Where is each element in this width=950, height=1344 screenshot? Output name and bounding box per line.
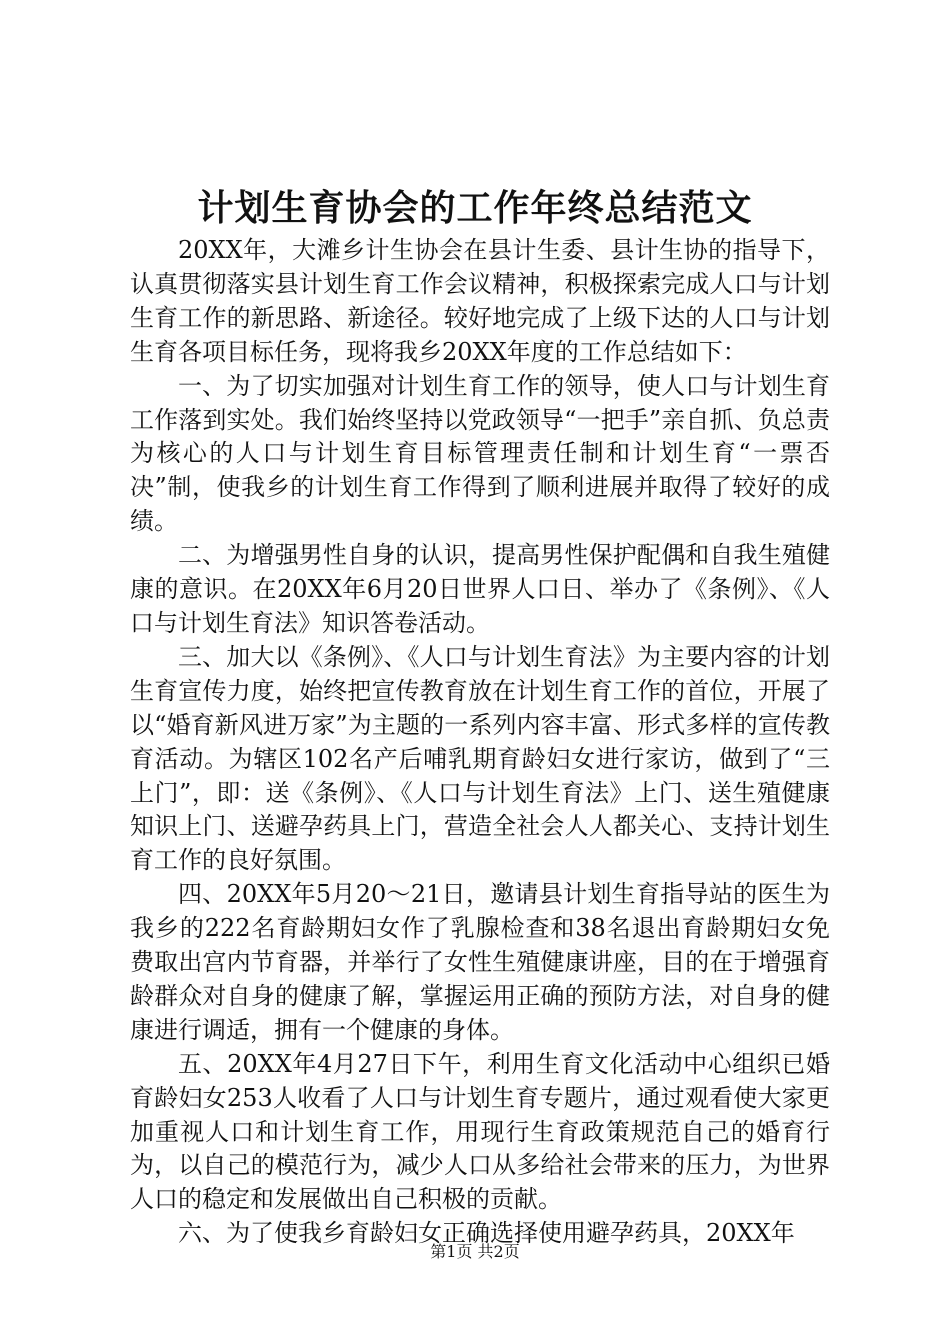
paragraph-3: 三、加大以《条例》、《人口与计划生育法》为主要内容的计划生育宣传力度，始终把宣传教育放在计划生育工作的首位，开展了以“婚育新风进万家”为主题的一系列内容丰富、形式多样的宣传教育活动。为辖区102名产后哺乳期育龄妇女进行家访，做到了“三上门”，即：送《条例》、《人口与计划生育法》上门、送生殖健康知识上门、送避孕药具上门，营造全社会人人都关心、支持计划生育工作的良好氛围。 [130,642,830,875]
paragraph-1: 一、为了切实加强对计划生育工作的领导，使人口与计划生育工作落到实处。我们始终坚持以党政领导“一把手”亲自抓、负总责为核心的人口与计划生育目标管理责任制和计划生育“一票否决”制，使我乡的计划生育工作得到了顺利进展并取得了较好的成绩。 [130,371,830,536]
paragraph-4: 四、20XX年5月20～21日，邀请县计划生育指导站的医生为我乡的222名育龄期妇女作了乳腺检查和38名退出育龄期妇女免费取出宫内节育器，并举行了女性生殖健康讲座，目的在于增强育龄群众对自身的健康了解，掌握运用正确的预防方法，对自身的健康进行调适，拥有一个健康的身体。 [130,880,830,1044]
paragraph-intro: 20XX年，大滩乡计生协会在县计生委、县计生协的指导下，认真贯彻落实县计划生育工作会议精神，积极探索完成人口与计划生育工作的新思路、新途径。较好地完成了上级下达的人口与计划生育各项目标任务，现将我乡20XX年度的工作总结如下： [130,236,830,366]
paragraph-5: 五、20XX年4月27日下午，利用生育文化活动中心组织已婚育龄妇女253人收看了人口与计划生育专题片，通过观看使大家更加重视人口和计划生育工作，用现行生育政策规范自己的婚育行为，以自己的模范行为，减少人口从多给社会带来的压力，为世界人口的稳定和发展做出自己积极的贡献。 [130,1049,830,1214]
paragraph-6: 六、为了使我乡育龄妇女正确选择使用避孕药具，20XX年 [178,1219,795,1248]
document-title: 计划生育协会的工作年终总结范文 [197,187,753,229]
document-body [130,234,830,1251]
paragraph-2: 二、为增强男性自身的认识，提高男性保护配偶和自我生殖健康的意识。在20XX年6月20日世界人口日、举办了《条例》、《人口与计划生育法》知识答卷活动。 [130,541,830,637]
page-number-footer: 第1页 共2页 [430,1242,520,1261]
